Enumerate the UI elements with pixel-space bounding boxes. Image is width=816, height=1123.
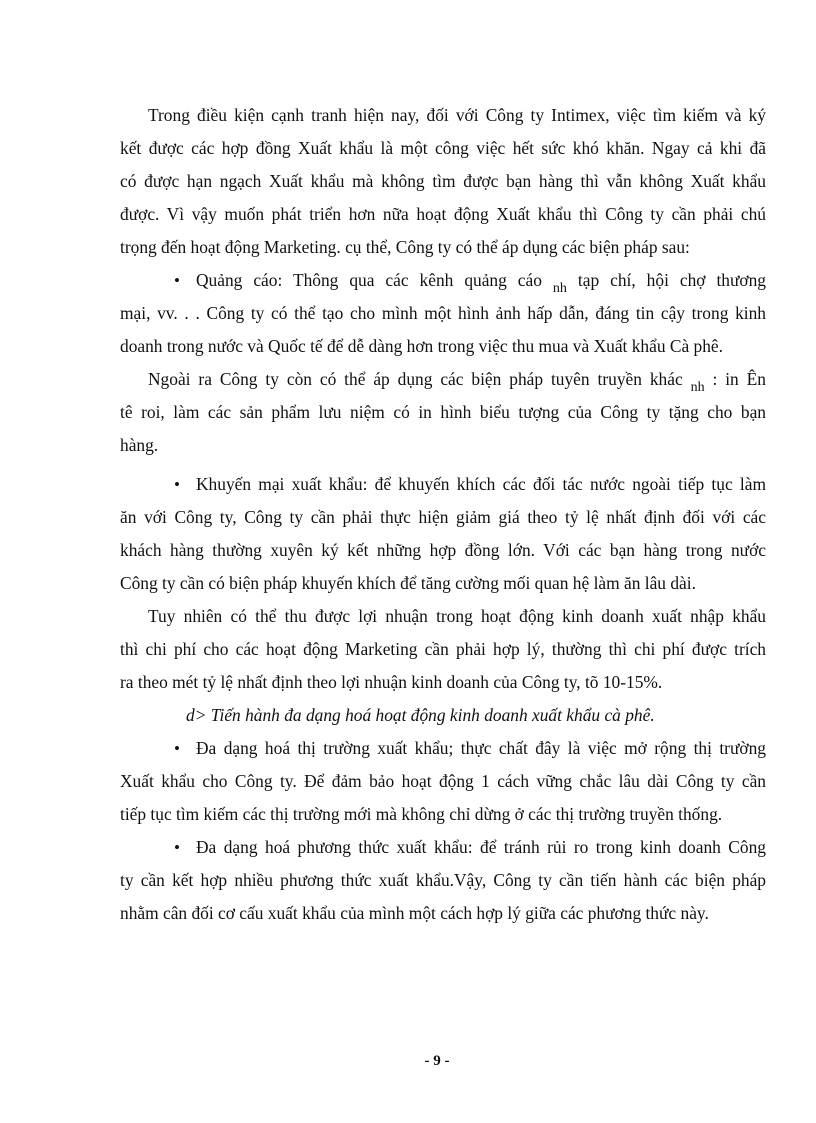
- text-line: ăn với Công ty, Công ty cần phải thực hiện giảm giá theo tỷ lệ nhất định đối với các: [120, 507, 766, 527]
- text-line: tê roi, làm các sản phẩm lưu niệm có in hình biểu tượng của Công ty tặng cho bạn: [120, 402, 766, 422]
- bullet-export-promotion: [120, 468, 766, 600]
- text-line: ra theo mét tỷ lệ nhất định theo lợi nhuận kinh doanh của Công ty, tõ 10-15%.: [120, 672, 663, 692]
- text-line: [120, 831, 766, 864]
- text-line: Trong điều kiện cạnh tranh hiện nay, đối với Công ty Intimex, việc tìm kiếm và ký: [148, 105, 766, 125]
- bullet-icon: •: [174, 739, 180, 758]
- bullet-market-diversification: [120, 732, 766, 831]
- text-line: mại, vv. . . Công ty có thể tạo cho mình một hình ảnh hấp dẫn, đáng tin cậy trong kinh: [120, 303, 766, 323]
- document-body: [120, 99, 766, 930]
- text-line: có được hạn ngạch Xuất khẩu mà không tìm được bạn hàng thì vẫn không Xuất khẩu: [120, 171, 766, 191]
- text-line: nhằm cân đối cơ cấu xuất khẩu của mình một cách hợp lý giữa các phương thức này.: [120, 903, 709, 923]
- text-line: Công ty cần có biện pháp khuyến khích để tăng cường mối quan hệ làm ăn lâu dài.: [120, 573, 696, 593]
- text-line: doanh trong nước và Quốc tế để dễ dàng hơn trong việc thu mua và Xuất khẩu Cà phê.: [120, 336, 723, 356]
- bullet-icon: •: [174, 475, 180, 494]
- text-line: Tuy nhiên có thể thu được lợi nhuận trong hoạt động kinh doanh xuất nhập khẩu: [148, 606, 766, 626]
- section-heading: d> Tiến hành đa dạng hoá hoạt động kinh doanh xuất khẩu cà phê.: [186, 705, 655, 725]
- text-line: ty cần kết hợp nhiều phương thức xuất khẩu.Vậy, Công ty cần tiến hành các biện pháp: [120, 870, 766, 890]
- bullet-icon: •: [174, 838, 180, 857]
- text-segment: Đa dạng hoá thị trường xuất khẩu; thực chất đây là việc mở rộng thị trường: [196, 738, 766, 758]
- subscript-text: nh: [690, 380, 705, 395]
- bullet-icon: •: [174, 271, 180, 290]
- text-segment: Ngoài ra Công ty còn có thể áp dụng các biện pháp tuyên truyền khác: [148, 369, 683, 389]
- text-line: [120, 363, 766, 396]
- text-line: [120, 732, 766, 765]
- text-segment: Quảng cáo: Thông qua các kênh quảng cáo: [196, 270, 542, 290]
- text-segment: tạp chí, hội chợ thương: [577, 270, 766, 290]
- text-segment: Đa dạng hoá phương thức xuất khẩu: để tránh rủi ro trong kinh doanh Công: [196, 837, 766, 857]
- text-line: thì chi phí cho các hoạt động Marketing cần phải hợp lý, thường thì chi phí được trích: [120, 639, 766, 659]
- text-line: [120, 468, 766, 501]
- paragraph-marketing-cost: [120, 600, 766, 699]
- bullet-advertising: [120, 264, 766, 363]
- paragraph-intro: [120, 99, 766, 264]
- text-line: tiếp tục tìm kiếm các thị trường mới mà không chỉ dừng ở các thị trường truyền thống.: [120, 804, 723, 824]
- text-segment: : in Ên: [712, 369, 766, 389]
- text-segment: Khuyến mại xuất khẩu: để khuyến khích các đối tác nước ngoài tiếp tục làm: [196, 474, 766, 494]
- text-line: hàng.: [120, 435, 159, 455]
- page-number: - 9 -: [424, 1053, 450, 1069]
- text-line: [120, 264, 766, 297]
- text-line: kết được các hợp đồng Xuất khẩu là một công việc hết sức khó khăn. Ngay cả khi đã: [120, 138, 766, 158]
- text-line: Xuất khẩu cho Công ty. Để đảm bảo hoạt động 1 cách vững chắc lâu dài Công ty cần: [120, 771, 766, 791]
- text-line: được. Vì vậy muốn phát triển hơn nữa hoạt động Xuất khẩu thì Công ty cần phải chú: [120, 204, 766, 224]
- paragraph-promotion: [120, 363, 766, 462]
- text-line: trọng đến hoạt động Marketing. cụ thể, Công ty có thể áp dụng các biện pháp sau:: [120, 237, 690, 257]
- bullet-method-diversification: [120, 831, 766, 930]
- subscript-text: nh: [552, 281, 567, 296]
- text-line: khách hàng thường xuyên ký kết những hợp đồng lớn. Với các bạn hàng trong nước: [120, 540, 766, 560]
